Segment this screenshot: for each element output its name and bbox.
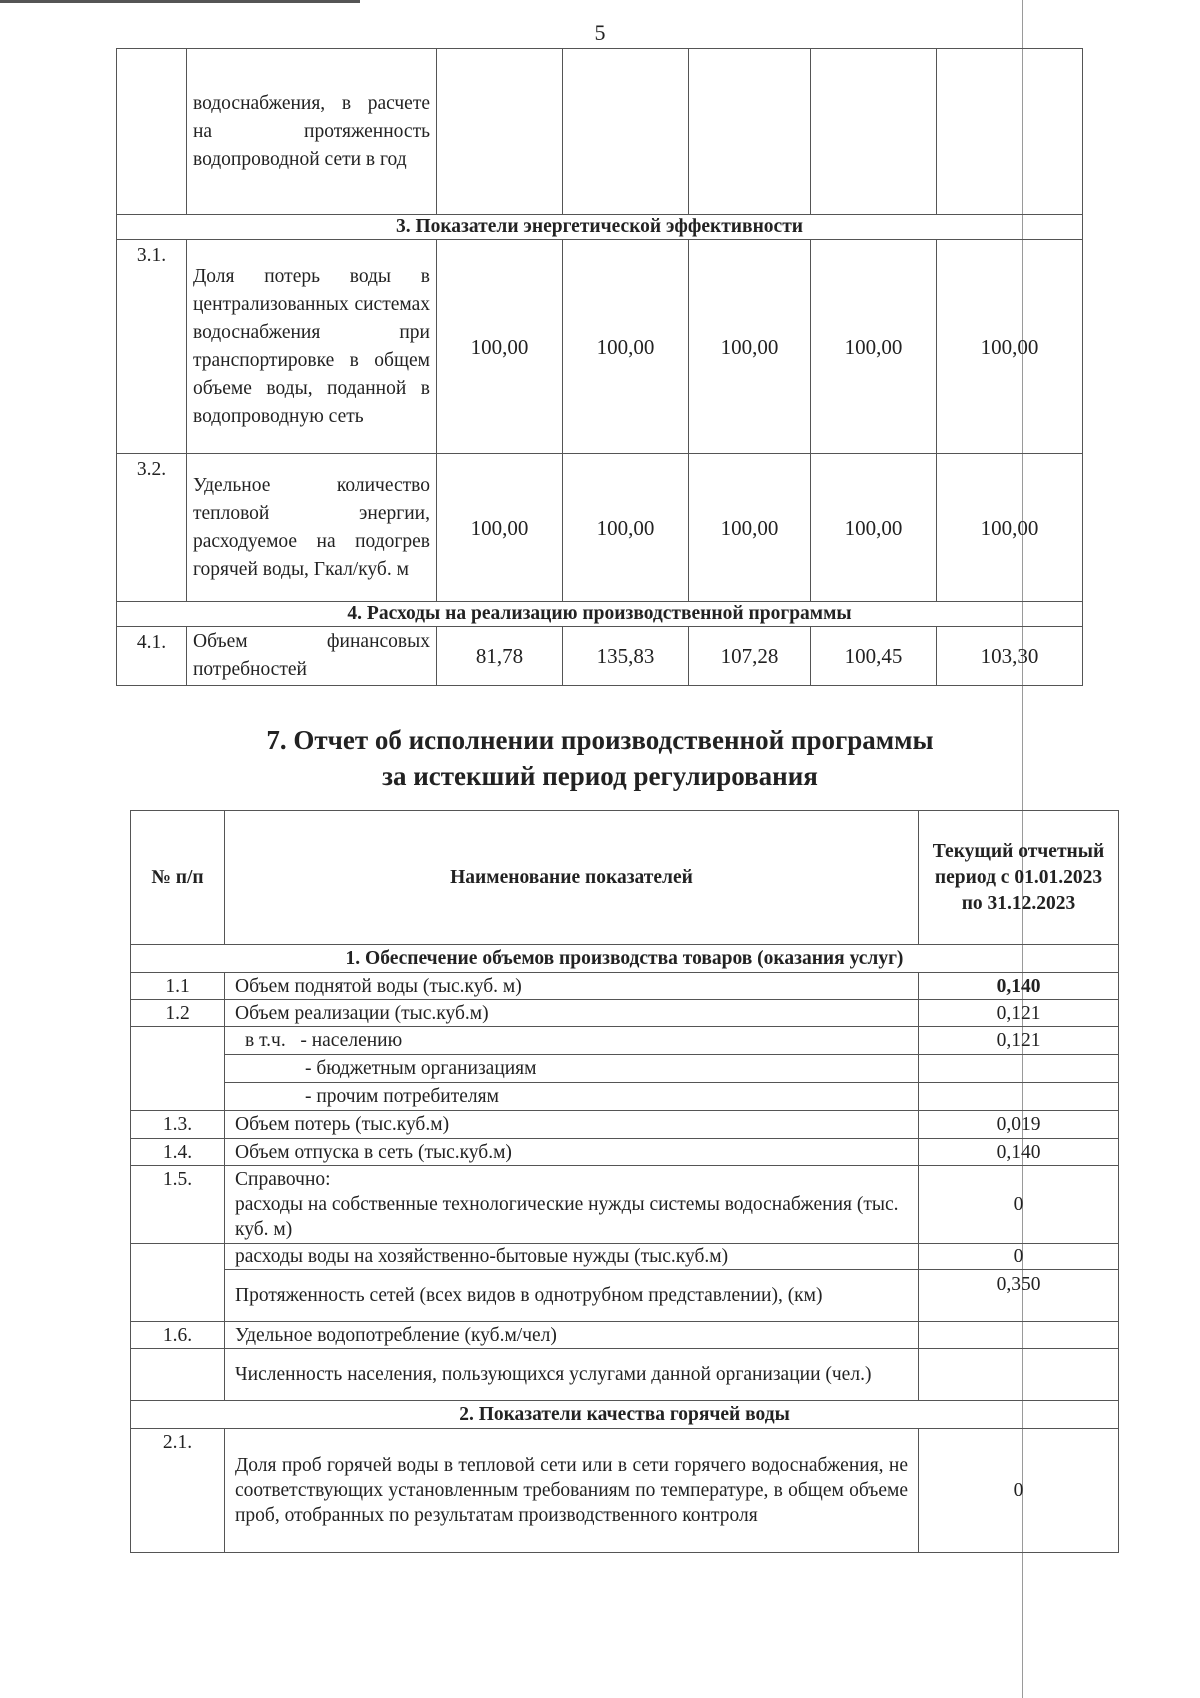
- row-name: Численность населения, пользующихся услугами данной организации (чел.): [225, 1349, 919, 1401]
- row-name: [225, 1027, 919, 1055]
- header-name: Наименование показателей: [225, 811, 919, 945]
- table-row: [131, 973, 1119, 1000]
- row-name: Объем отпуска в сеть (тыс.куб.м): [225, 1139, 919, 1166]
- row-num-cell: [117, 49, 187, 215]
- section3-title: 3. Показатели энергетической эффективности: [117, 215, 1083, 240]
- section-heading: [0, 722, 1200, 794]
- value-cell: 100,00: [689, 454, 811, 602]
- value-cell: 100,00: [937, 240, 1083, 454]
- value-cell: 107,28: [689, 627, 811, 686]
- row-name: Протяженность сетей (всех видов в однотрубном представлении), (км): [225, 1270, 919, 1322]
- value-cell: 100,00: [437, 240, 563, 454]
- value-cell: 0,019: [919, 1111, 1119, 1139]
- value-cell: 100,00: [811, 240, 937, 454]
- continued-name-cell: водоснабжения, в расчете на протяженность водопроводной сети в год: [187, 49, 437, 215]
- row-num: 4.1.: [117, 627, 187, 686]
- row-num: 2.1.: [131, 1429, 225, 1553]
- section4-title: 4. Расходы на реализацию производственной программы: [117, 602, 1083, 627]
- row-name: Объем поднятой воды (тыс.куб. м): [225, 973, 919, 1000]
- row-name-prefix: в т.ч.: [245, 1030, 286, 1051]
- table-row: [131, 1055, 1119, 1083]
- value-cell: 0,350: [919, 1270, 1119, 1322]
- value-cell: 0: [919, 1166, 1119, 1244]
- value-cell: 0: [919, 1429, 1119, 1553]
- value-cell: 0: [919, 1244, 1119, 1270]
- row-name: - прочим потребителям: [225, 1083, 919, 1111]
- row-num: 1.3.: [131, 1111, 225, 1139]
- value-cell: 0,121: [919, 1027, 1119, 1055]
- value-cell: 0,121: [919, 1000, 1119, 1027]
- table-row: [131, 1083, 1119, 1111]
- row-name-text: - населению: [300, 1030, 403, 1051]
- row-num: 3.1.: [117, 240, 187, 454]
- table-row: [131, 1244, 1119, 1270]
- row-name: [225, 1166, 919, 1244]
- section-row: [131, 1401, 1119, 1429]
- value-cell: 135,83: [563, 627, 689, 686]
- row-name: Объем потерь (тыс.куб.м): [225, 1111, 919, 1139]
- value-cell: 100,45: [811, 627, 937, 686]
- row-num: 1.6.: [131, 1322, 225, 1349]
- indicators-table-continued: [116, 48, 1083, 686]
- table-row: [131, 1111, 1119, 1139]
- value-cell: 0,140: [919, 973, 1119, 1000]
- heading-line-2: за истекший период регулирования: [382, 761, 818, 791]
- section1-title: 1. Обеспечение объемов производства товаров (оказания услуг): [131, 945, 1119, 973]
- row-num: 1.1: [131, 973, 225, 1000]
- row-num: 1.5.: [131, 1166, 225, 1244]
- production-program-report-table: [130, 810, 1119, 1553]
- value-cell: 100,00: [437, 454, 563, 602]
- section-row: [117, 215, 1083, 240]
- value-cell: 100,00: [563, 454, 689, 602]
- row-name: - бюджетным организациям: [225, 1055, 919, 1083]
- value-cell: 0,140: [919, 1139, 1119, 1166]
- value-cell: 100,00: [563, 240, 689, 454]
- value-cell: [919, 1083, 1119, 1111]
- section2-title: 2. Показатели качества горячей воды: [131, 1401, 1119, 1429]
- value-cell: 100,00: [811, 454, 937, 602]
- value-cell: 100,00: [689, 240, 811, 454]
- table-row: [131, 1027, 1119, 1055]
- row-name: Удельное количество тепловой энергии, расходуемое на подогрев горячей воды, Гкал/куб. м: [187, 454, 437, 602]
- header-period: Текущий отчетный период с 01.01.2023 по 31.12.2023: [919, 811, 1119, 945]
- value-cell: [919, 1349, 1119, 1401]
- section-row: [131, 945, 1119, 973]
- section-row: [117, 602, 1083, 627]
- table-row: [131, 1322, 1119, 1349]
- table-row: [131, 1166, 1119, 1244]
- table-row: [117, 49, 1083, 215]
- row-name-line: Справочно:: [235, 1169, 331, 1190]
- table-row: [131, 1139, 1119, 1166]
- row-name: Доля проб горячей воды в тепловой сети или в сети горячего водоснабжения, не соответствующих установленным требованиям по температуре, в общем объеме проб, отобранных по результатам производственного контроля: [225, 1429, 919, 1553]
- table-row: [117, 627, 1083, 686]
- row-num: 1.2: [131, 1000, 225, 1027]
- value-cell: 103,30: [937, 627, 1083, 686]
- table-row: [117, 240, 1083, 454]
- row-name: Объем финансовых потребностей: [187, 627, 437, 686]
- scan-edge-mark: [0, 0, 360, 3]
- header-num: № п/п: [131, 811, 225, 945]
- row-name: расходы воды на хозяйственно-бытовые нужды (тыс.куб.м): [225, 1244, 919, 1270]
- row-name: Удельное водопотребление (куб.м/чел): [225, 1322, 919, 1349]
- table-row: [131, 1349, 1119, 1401]
- row-num: 1.4.: [131, 1139, 225, 1166]
- heading-line-1: 7. Отчет об исполнении производственной программы: [266, 725, 934, 755]
- page-number: 5: [594, 20, 606, 45]
- value-cell: [919, 1322, 1119, 1349]
- value-cell: 100,00: [937, 454, 1083, 602]
- table-row: [131, 1000, 1119, 1027]
- row-num: 3.2.: [117, 454, 187, 602]
- row-name-line: расходы на собственные технологические нужды системы водоснабжения (тыс. куб. м): [235, 1194, 899, 1240]
- table-row: [117, 454, 1083, 602]
- value-cell: 81,78: [437, 627, 563, 686]
- row-name: Объем реализации (тыс.куб.м): [225, 1000, 919, 1027]
- value-cell: [919, 1055, 1119, 1083]
- header-row: [131, 811, 1119, 945]
- table-row: [131, 1429, 1119, 1553]
- table-row: [131, 1270, 1119, 1322]
- row-name: Доля потерь воды в централизованных системах водоснабжения при транспортировке в общем объеме воды, поданной в водопроводную сеть: [187, 240, 437, 454]
